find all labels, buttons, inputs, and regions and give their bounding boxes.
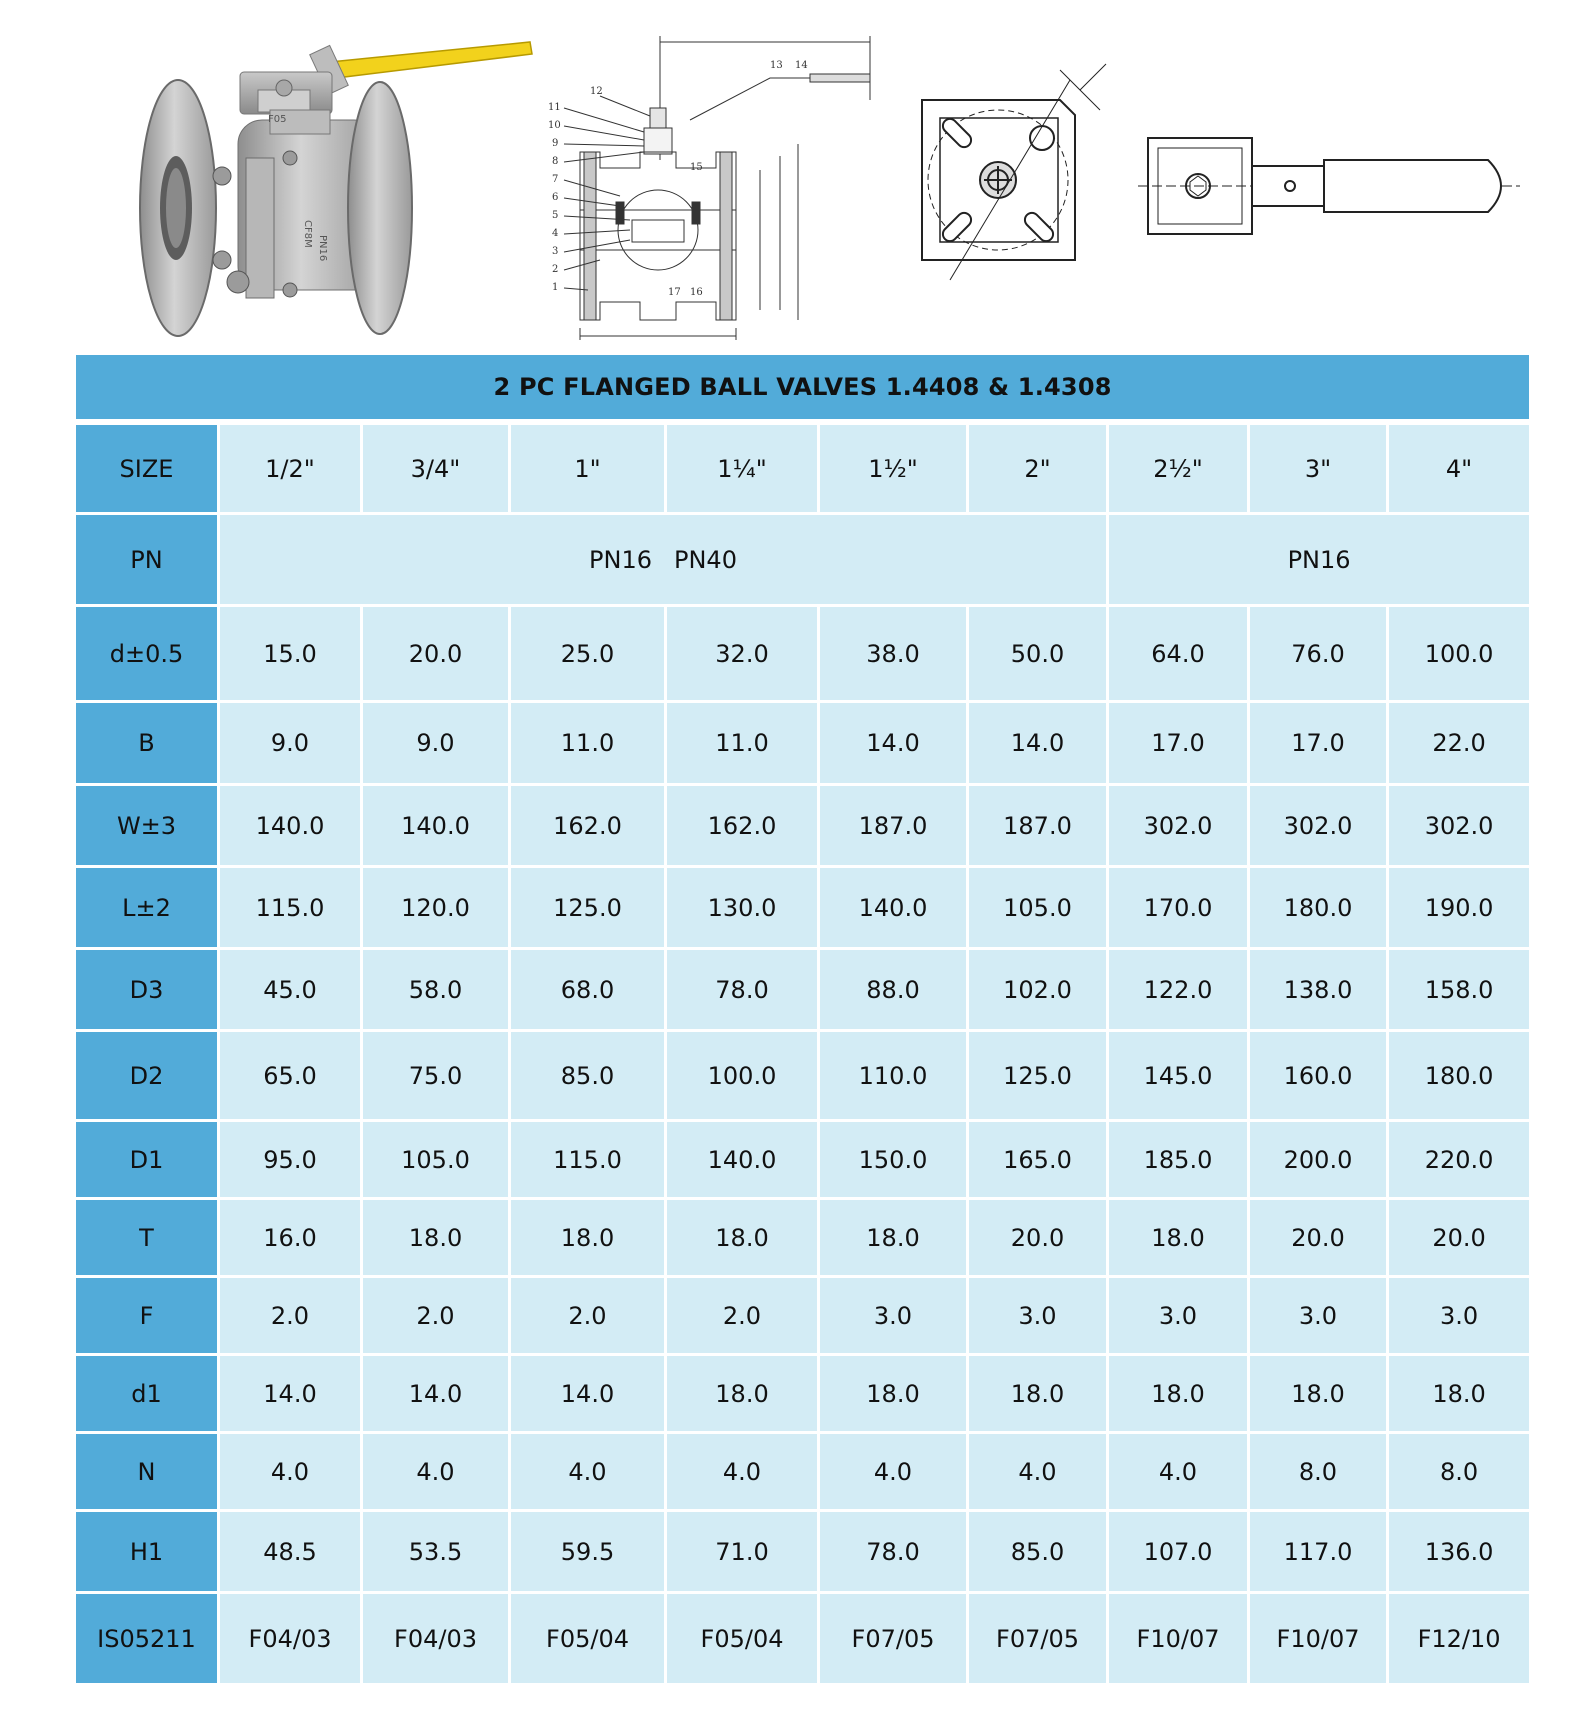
- table-cell: 145.0: [1109, 1032, 1250, 1122]
- table-cell: F07/05: [969, 1594, 1109, 1686]
- table-cell: 150.0: [820, 1122, 969, 1200]
- table-cell: 32.0: [667, 607, 820, 703]
- callout-4: 4: [552, 228, 559, 239]
- table-cell: F10/07: [1250, 1594, 1389, 1686]
- table-cell: 117.0: [1250, 1512, 1389, 1594]
- spec-table: [76, 355, 1529, 1686]
- table-cell: 302.0: [1109, 786, 1250, 868]
- table-cell: F07/05: [820, 1594, 969, 1686]
- table-cell: 4.0: [820, 1434, 969, 1512]
- table-cell: 11.0: [667, 703, 820, 786]
- table-cell: 180.0: [1389, 1032, 1529, 1122]
- pn-group-2: PN16: [1109, 515, 1529, 607]
- table-cell: 50.0: [969, 607, 1109, 703]
- table-cell: 3": [1250, 425, 1389, 515]
- valve-photo: [130, 20, 540, 340]
- table-cell: 20.0: [1250, 1200, 1389, 1278]
- callout-14: 14: [795, 60, 808, 71]
- table-cell: 130.0: [667, 868, 820, 950]
- row-label: d±0.5: [76, 607, 220, 703]
- table-cell: 15.0: [220, 607, 363, 703]
- handle-drawing: [1130, 20, 1530, 340]
- table-cell: 180.0: [1250, 868, 1389, 950]
- row-label: B: [76, 703, 220, 786]
- table-cell: 45.0: [220, 950, 363, 1032]
- callout-2: 2: [552, 264, 559, 275]
- table-cell: 3.0: [1389, 1278, 1529, 1356]
- table-cell: 78.0: [820, 1512, 969, 1594]
- row-label: T: [76, 1200, 220, 1278]
- table-cell: 1": [511, 425, 667, 515]
- callout-7: 7: [552, 174, 559, 185]
- pn-value: PN40: [674, 545, 737, 574]
- row-label: SIZE: [76, 425, 220, 515]
- callout-11: 11: [548, 102, 561, 113]
- table-row: [76, 1032, 1529, 1122]
- table-row: [76, 1594, 1529, 1686]
- table-cell: 64.0: [1109, 607, 1250, 703]
- table-cell: 3.0: [969, 1278, 1109, 1356]
- table-cell: 302.0: [1250, 786, 1389, 868]
- table-cell: 162.0: [667, 786, 820, 868]
- callout-8: 8: [552, 156, 559, 167]
- table-cell: 190.0: [1389, 868, 1529, 950]
- table-row-pn: [76, 515, 1529, 607]
- table-cell: 170.0: [1109, 868, 1250, 950]
- table-cell: 14.0: [220, 1356, 363, 1434]
- table-cell: 9.0: [220, 703, 363, 786]
- table-cell: 20.0: [1389, 1200, 1529, 1278]
- table-row: [76, 1356, 1529, 1434]
- table-cell: 158.0: [1389, 950, 1529, 1032]
- table-cell: 9.0: [363, 703, 511, 786]
- pn-value: PN16: [589, 545, 652, 574]
- table-cell: 3.0: [820, 1278, 969, 1356]
- table-cell: 3/4": [363, 425, 511, 515]
- callout-17: 17: [668, 287, 681, 298]
- table-cell: 22.0: [1389, 703, 1529, 786]
- table-cell: 187.0: [969, 786, 1109, 868]
- table-cell: 48.5: [220, 1512, 363, 1594]
- table-cell: 18.0: [667, 1356, 820, 1434]
- table-cell: 2½": [1109, 425, 1250, 515]
- callout-5: 5: [552, 210, 559, 221]
- table-cell: F04/03: [220, 1594, 363, 1686]
- table-cell: 3.0: [1250, 1278, 1389, 1356]
- row-label: H1: [76, 1512, 220, 1594]
- table-cell: 78.0: [667, 950, 820, 1032]
- table-cell: 53.5: [363, 1512, 511, 1594]
- table-cell: 162.0: [511, 786, 667, 868]
- row-label: d1: [76, 1356, 220, 1434]
- table-cell: 140.0: [667, 1122, 820, 1200]
- callout-10: 10: [548, 120, 561, 131]
- table-cell: 1½": [820, 425, 969, 515]
- table-cell: 1/2": [220, 425, 363, 515]
- row-label: D1: [76, 1122, 220, 1200]
- table-title: 2 PC FLANGED BALL VALVES 1.4408 & 1.4308: [76, 355, 1529, 425]
- table-cell: 185.0: [1109, 1122, 1250, 1200]
- table-cell: 20.0: [969, 1200, 1109, 1278]
- table-cell: 18.0: [1389, 1356, 1529, 1434]
- table-row: [76, 1200, 1529, 1278]
- table-cell: 58.0: [363, 950, 511, 1032]
- table-cell: 18.0: [1109, 1200, 1250, 1278]
- table-row: [76, 607, 1529, 703]
- table-cell: 18.0: [1109, 1356, 1250, 1434]
- row-label: PN: [76, 515, 220, 607]
- table-cell: 18.0: [511, 1200, 667, 1278]
- table-row: [76, 868, 1529, 950]
- table-cell: 140.0: [220, 786, 363, 868]
- table-cell: 105.0: [969, 868, 1109, 950]
- table-cell: 68.0: [511, 950, 667, 1032]
- table-cell: 160.0: [1250, 1032, 1389, 1122]
- table-cell: 4.0: [1109, 1434, 1250, 1512]
- callout-15: 15: [690, 162, 703, 173]
- table-row: [76, 1434, 1529, 1512]
- table-cell: 18.0: [363, 1200, 511, 1278]
- table-cell: 18.0: [667, 1200, 820, 1278]
- table-cell: 38.0: [820, 607, 969, 703]
- row-label: L±2: [76, 868, 220, 950]
- table-cell: 120.0: [363, 868, 511, 950]
- table-cell: 187.0: [820, 786, 969, 868]
- table-cell: 71.0: [667, 1512, 820, 1594]
- table-cell: 2.0: [667, 1278, 820, 1356]
- table-cell: F12/10: [1389, 1594, 1529, 1686]
- row-label: D3: [76, 950, 220, 1032]
- table-cell: 88.0: [820, 950, 969, 1032]
- table-cell: 76.0: [1250, 607, 1389, 703]
- row-label: F: [76, 1278, 220, 1356]
- table-cell: 115.0: [220, 868, 363, 950]
- table-cell: 4.0: [363, 1434, 511, 1512]
- callout-12: 12: [590, 86, 603, 97]
- table-cell: 1¼": [667, 425, 820, 515]
- table-cell: 8.0: [1250, 1434, 1389, 1512]
- table-cell: 14.0: [820, 703, 969, 786]
- callout-6: 6: [552, 192, 559, 203]
- table-cell: 2.0: [363, 1278, 511, 1356]
- table-cell: 4.0: [667, 1434, 820, 1512]
- photo-marking-material: CF8M: [302, 220, 313, 248]
- table-cell: 85.0: [511, 1032, 667, 1122]
- table-row: [76, 1512, 1529, 1594]
- callout-3: 3: [552, 246, 559, 257]
- table-cell: 138.0: [1250, 950, 1389, 1032]
- mounting-pad-drawing: [910, 20, 1130, 340]
- table-cell: 125.0: [511, 868, 667, 950]
- callout-9: 9: [552, 138, 559, 149]
- table-cell: 18.0: [820, 1200, 969, 1278]
- row-label: W±3: [76, 786, 220, 868]
- table-cell: 16.0: [220, 1200, 363, 1278]
- table-cell: 4.0: [969, 1434, 1109, 1512]
- table-cell: 100.0: [1389, 607, 1529, 703]
- table-cell: 102.0: [969, 950, 1109, 1032]
- table-cell: 59.5: [511, 1512, 667, 1594]
- photo-marking-pn: PN16: [317, 235, 328, 262]
- table-cell: 85.0: [969, 1512, 1109, 1594]
- table-cell: 17.0: [1250, 703, 1389, 786]
- table-cell: 115.0: [511, 1122, 667, 1200]
- table-row: [76, 1278, 1529, 1356]
- table-cell: 18.0: [820, 1356, 969, 1434]
- table-cell: 18.0: [969, 1356, 1109, 1434]
- table-cell: 122.0: [1109, 950, 1250, 1032]
- table-cell: 136.0: [1389, 1512, 1529, 1594]
- table-cell: F05/04: [511, 1594, 667, 1686]
- table-cell: 200.0: [1250, 1122, 1389, 1200]
- photo-marking-f05: F05: [268, 114, 287, 125]
- section-drawing: [540, 20, 880, 340]
- table-cell: 20.0: [363, 607, 511, 703]
- table-cell: 4.0: [220, 1434, 363, 1512]
- table-cell: 8.0: [1389, 1434, 1529, 1512]
- table-cell: 25.0: [511, 607, 667, 703]
- table-cell: 100.0: [667, 1032, 820, 1122]
- table-cell: F04/03: [363, 1594, 511, 1686]
- callout-1: 1: [552, 282, 559, 293]
- table-cell: 4.0: [511, 1434, 667, 1512]
- table-cell: 107.0: [1109, 1512, 1250, 1594]
- table-cell: 110.0: [820, 1032, 969, 1122]
- table-cell: 14.0: [511, 1356, 667, 1434]
- table-cell: F10/07: [1109, 1594, 1250, 1686]
- table-cell: 65.0: [220, 1032, 363, 1122]
- table-cell: 2.0: [511, 1278, 667, 1356]
- table-cell: 14.0: [363, 1356, 511, 1434]
- table-cell: 105.0: [363, 1122, 511, 1200]
- table-cell: 125.0: [969, 1032, 1109, 1122]
- table-cell: 95.0: [220, 1122, 363, 1200]
- table-cell: 17.0: [1109, 703, 1250, 786]
- table-row: [76, 1122, 1529, 1200]
- table-row: [76, 950, 1529, 1032]
- table-cell: 75.0: [363, 1032, 511, 1122]
- table-cell: 3.0: [1109, 1278, 1250, 1356]
- row-label: D2: [76, 1032, 220, 1122]
- table-cell: 11.0: [511, 703, 667, 786]
- table-cell: 220.0: [1389, 1122, 1529, 1200]
- row-label: N: [76, 1434, 220, 1512]
- table-cell: 165.0: [969, 1122, 1109, 1200]
- table-cell: 140.0: [363, 786, 511, 868]
- table-row: [76, 786, 1529, 868]
- table-cell: 2": [969, 425, 1109, 515]
- table-cell: 2.0: [220, 1278, 363, 1356]
- pn-group-1: [220, 515, 1109, 607]
- callout-16: 16: [690, 287, 703, 298]
- callout-13: 13: [770, 60, 783, 71]
- table-cell: 140.0: [820, 868, 969, 950]
- table-row: [76, 703, 1529, 786]
- table-cell: 4": [1389, 425, 1529, 515]
- table-cell: F05/04: [667, 1594, 820, 1686]
- table-cell: 302.0: [1389, 786, 1529, 868]
- table-cell: 14.0: [969, 703, 1109, 786]
- table-cell: 18.0: [1250, 1356, 1389, 1434]
- row-label: IS05211: [76, 1594, 220, 1686]
- table-row: [76, 425, 1529, 515]
